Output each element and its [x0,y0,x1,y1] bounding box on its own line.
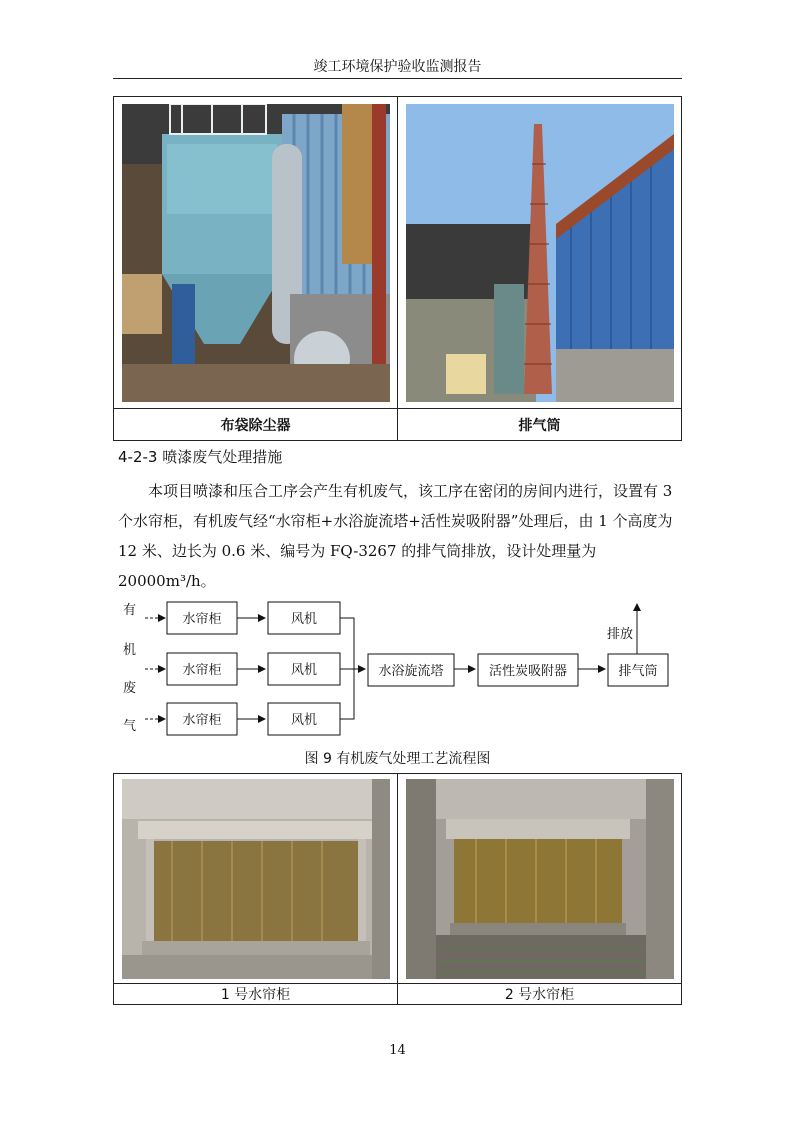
page-number: 14 [389,1043,406,1058]
header-rule [113,78,682,79]
water-curtain-1-photo [122,779,390,979]
caption-curtain-1: 1 号水帘柜 [114,984,398,1005]
body-paragraph [118,476,678,596]
stack-label: 排气筒 [618,664,658,679]
fan-label-2: 风机 [290,663,318,678]
caption-curtain-2: 2 号水帘柜 [398,984,682,1005]
paragraph-text: 本项目喷漆和压合工序会产生有机废气，该工序在密闭的房间内进行，设置有 3 个水帘柜，有机废气经“水帘柜+水浴旋流塔+活性炭吸附器”处理后，由 1 个高度为 12 米、边长为 0.6 米、编号为 FQ-3267 的排气筒排放，设计处理量为 20000m³/h。 [118,482,673,590]
curtain-label-3: 水帘柜 [182,713,222,728]
source-char-1: 有 [123,603,137,618]
tower-label: 水浴旋流塔 [378,664,444,679]
caption-stack: 排气筒 [398,409,682,441]
top-photo-table [113,96,682,441]
curtain-label-1: 水帘柜 [182,612,222,627]
process-flow-diagram [113,596,682,742]
fan-label-3: 风机 [290,713,318,728]
discharge-label: 排放 [607,627,634,642]
fan-label-1: 风机 [290,612,318,627]
source-char-4: 气 [123,719,137,734]
photo-cell-curtain-1 [114,774,398,984]
caption-bag-filter: 布袋除尘器 [114,409,398,441]
curtain-label-2: 水帘柜 [182,663,222,678]
adsorber-label: 活性炭吸附器 [488,664,568,679]
page-header-title: 竣工环境保护验收监测报告 [313,59,482,75]
exhaust-stack-photo [406,104,674,402]
bottom-photo-table [113,773,682,1005]
source-char-2: 机 [123,643,137,658]
source-char-3: 废 [123,681,137,696]
photo-cell-stack [398,97,682,409]
water-curtain-2-photo [406,779,674,979]
photo-cell-bag-filter [114,97,398,409]
figure-caption: 图 9 有机废气处理工艺流程图 [304,751,491,767]
photo-cell-curtain-2 [398,774,682,984]
bag-filter-photo [122,104,390,402]
section-heading: 4-2-3 喷漆废气处理措施 [118,448,283,466]
